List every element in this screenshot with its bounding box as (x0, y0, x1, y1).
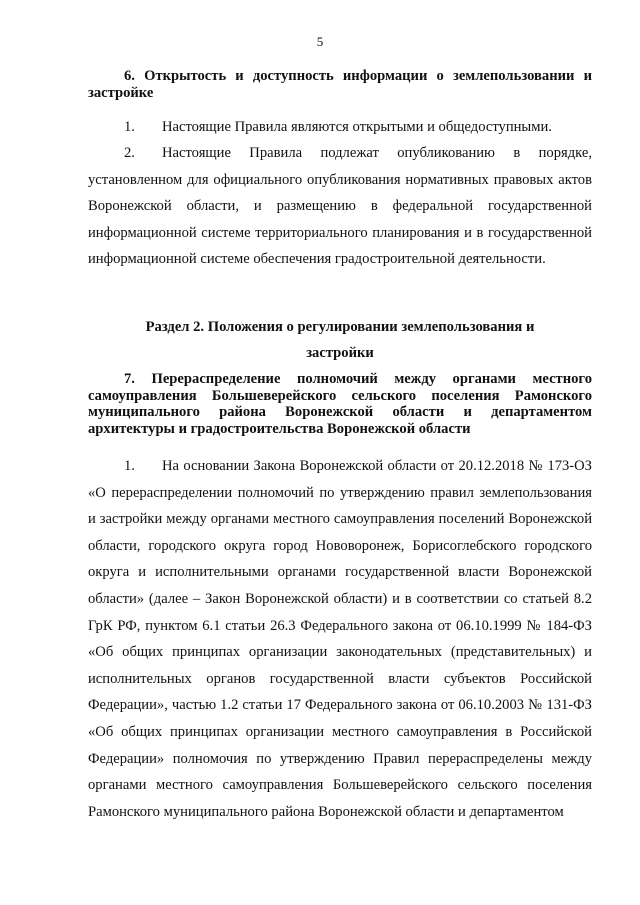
part-2-title-line-1: Раздел 2. Положения о регулировании землепользования и (145, 319, 535, 335)
item-text: Настоящие Правила подлежат опубликованию в порядке, установленном для официального опубликования нормативных правовых актов Воронежской области, и размещению в федеральной государственной информационной системе территориального планирования и в государственной информационной системе обеспечения градостроительной деятельности. (88, 145, 592, 268)
item-number: 2. (124, 145, 135, 161)
item-text: Настоящие Правила являются открытыми и общедоступными. (162, 119, 552, 135)
section-7-title: 7. Перераспределение полномочий между органами местного самоуправления Большеверейского сельского поселения Рамонского муниципального района Воронежской области и департаментом архитектуры и градостроительства Воронежской области (88, 371, 592, 437)
section-6-title: 6. Открытость и доступность информации о землепользовании и застройке (88, 68, 592, 101)
section-6-item-2 (88, 140, 592, 273)
page-number: 5 (316, 34, 324, 49)
item-text: На основании Закона Воронежской области от 20.12.2018 № 173-ОЗ «О перераспределении полномочий по утверждению правил землепользования и застройки между органами местного самоуправления поселений Воронежской области, городского округа город Нововоронеж, Борисоглебского городского округа и исполнительными органами государственной власти Воронежской области» (далее – Закон Воронежской области) и в соответствии со статьей 8.2 ГрК РФ, пунктом 6.1 статьи 26.3 Федерального закона от 06.10.1999 № 184-ФЗ «Об общих принципах организации законодательных (представительных) и исполнительных органов государственной власти субъектов Российской Федерации», частью 1.2 статьи 17 Федерального закона от 06.10.2003 № 131-ФЗ «Об общих принципах организации местного самоуправления в Российской Федерации» полномочия по утверждению Правил перераспределены между органами местного самоуправления Большеверейского сельского поселения Рамонского муниципального района Воронежской области и департаментом (88, 458, 592, 820)
item-number: 1. (124, 119, 135, 135)
section-6-item-1 (88, 114, 592, 141)
part-2-title (88, 314, 592, 366)
part-2-title-line-2: застройки (306, 345, 374, 361)
item-number: 1. (124, 458, 135, 474)
section-7-item-1 (88, 453, 592, 825)
